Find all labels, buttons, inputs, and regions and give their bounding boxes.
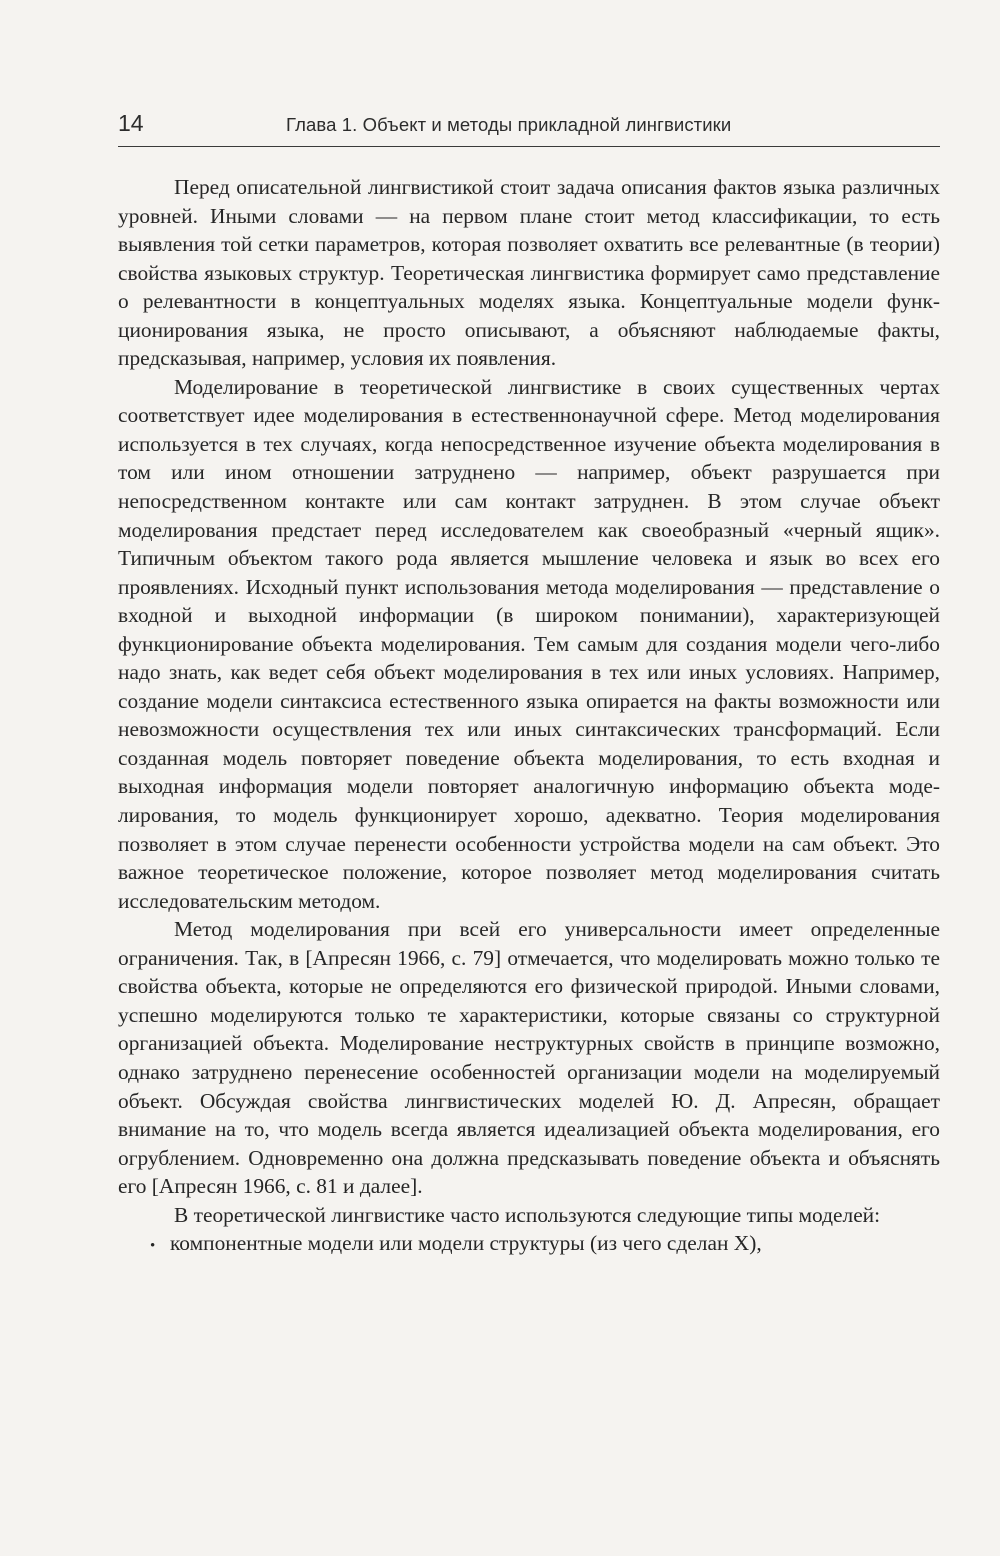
header-rule <box>118 146 940 147</box>
paragraph-model-types: В теоретической лингвистике часто используются следующие типы моделей: <box>174 1202 881 1227</box>
list-item-text: компонентные модели или модели структуры (из чего сделан X), <box>170 1231 762 1256</box>
paragraph-modeling-limits: Метод моделирования при всей его универсальности имеет определенные ограничения. Так, в [Апресян 1966, с. 79] отмечается, что моделировать можно только те свойства объекта, которые не определяются его физической природой. Иными словами, успешно моделируются только те характеристики, которые связаны со структурной организацией объекта. Моделирование неструктурных свойств в принципе возможно, однако затруднено перенесение особенностей организации модели на моделируемый объект. Обсуждая свойства лингвистических моделей Ю. Д. Апресян, обращает внимание на то, что модель всегда является идеализацией объекта моделирования, его огрублением. Одновременно она должна предсказывать поведение объекта и объяснять его [Апресян 1966, с. 81 и далее]. <box>118 917 940 1199</box>
bullet-icon: • <box>150 1238 156 1255</box>
running-head <box>118 110 940 144</box>
chapter-title: Глава 1. Объект и методы прикладной лингвистики <box>286 114 732 135</box>
model-types-list <box>118 1229 940 1261</box>
paragraph-modeling-method: Моделирование в теоретической лингвистике в своих существенных чертах соответствует идее моделирования в естественнонаучной сфере. Метод моделирования используется в тех случаях, когда непосредственное изучение объекта моделирования в том или ином отношении затруднено — например, объект разрушается при непосредственном контакте или сам контакт затруднен. В этом случае объект моделирования предстает перед исследователем как своеобразный «черный ящик». Типичным объектом такого рода является мышление человека и язык во всех его проявлениях. Исходный пункт использования метода моделирования — представление о входной и выходной информации (в широком понимании), характеризующей функционирование объекта моделирования. Тем самым для создания модели чего-либо надо знать, как ведет себя объект моделирования в тех или иных условиях. Например, создание модели синтаксиса естественного языка опирается на факты возможности или невозможности осуществления тех или иных синтаксических трансформаций. Если созданная модель повторяет поведение объекта моделирования, то есть входная и выходная информация модели повторяет аналогичную информацию объекта моделирования, то модель функционирует хорошо, адекватно. Теория моделирования позволяет в этом случае перенести особенности устройства модели на сам объект. Это важное теоретическое положение, которое позволяет метод моделирования считать исследовательским методом. <box>118 374 940 913</box>
list-item <box>118 1229 940 1261</box>
body-text <box>118 173 940 1261</box>
paragraph-descriptive-linguistics: Перед описательной лингвистикой стоит задача описания фактов языка различных уровней. Иными словами — на первом плане стоит метод классификации, то есть выявления той сетки параметров, которая позволяет охватить все релевантные (в теории) свойства языковых структур. Теоретическая лингвистика формирует само представление о релевантности в концептуальных моделях языка. Концептуальные модели функционирования языка, не просто описывают, а объясняют наблюдаемые факты, предсказывая, например, условия их появления. <box>118 175 940 371</box>
page-number: 14 <box>118 110 144 136</box>
